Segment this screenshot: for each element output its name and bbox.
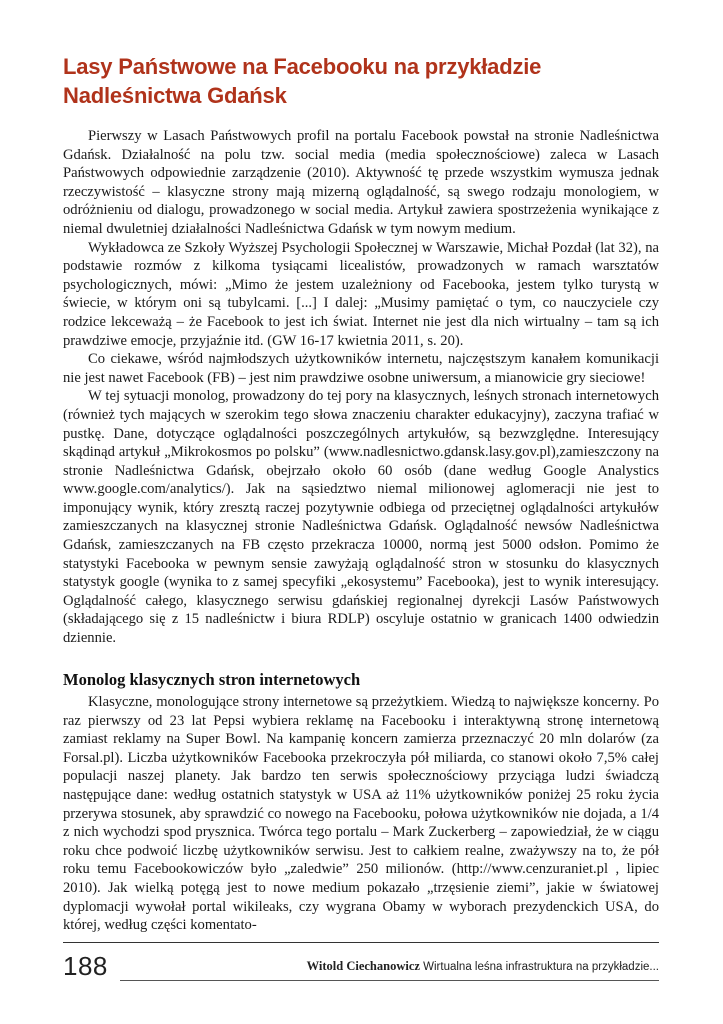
footer-book-title: Wirtualna leśna infrastruktura na przykładzie... (423, 961, 659, 973)
article-title-line-1: Lasy Państwowe na Facebooku na przykładzie (63, 54, 542, 79)
running-footer (307, 958, 659, 975)
paragraph: Co ciekawe, wśród najmłodszych użytkowników internetu, najczęstszym kanałem komunikacji nie jest nawet Facebook (FB) – jest nim prawdziwe osobne uniwersum, a mianowicie gry sieciowe! (63, 351, 659, 386)
paragraph: Pierwszy w Lasach Państwowych profil na portalu Facebook powstał na stronie Nadleśnictwa Gdańsk. Działalność na polu tzw. social media (media społecznościowe) zaleca w Lasach Państwowych odpowiednie zarządzenie (2010). Aktywność tę przede wszystkim wymusza jednak rzeczywistość – klasyczne strony mają mizerną oglądalność, są swego rodzaju monologiem, w odróżnieniu od dialogu, prowadzonego w social media. Artykuł zawiera spostrzeżenia wynikające z niemal dwuletniej działalności Nadleśnictwa Gdańsk w tym nowym medium. (63, 128, 659, 237)
footer-underline (120, 980, 659, 981)
article-title-line-2: Nadleśnictwa Gdańsk (63, 83, 287, 108)
section-2-heading: Monolog klasycznych stron internetowych (63, 670, 361, 689)
page-number: 188 (63, 951, 108, 981)
paragraph: Wykładowca ze Szkoły Wyższej Psychologii Społecznej w Warszawie, Michał Pozdał (lat 32), na podstawie rozmów z kilkoma tysiącami licealistów, prowadzonych w ramach warsztatów psychologicznych, mówi: „Mimo że jestem uzależniony od Facebooka, jestem tylko turystą w świecie, w którym oni są tubylcami. [...] I dalej: „Musimy pamiętać o tym, co nauczyciele czy rodzice lekceważą – że Facebook to jest ich świat. Internet nie jest dla nich wirtualny – tam są ich prawdziwe emocje, przyjaźnie itd. (GW 16-17 kwietnia 2011, s. 20). (63, 239, 659, 349)
section-1-body (63, 127, 659, 648)
footer-author: Witold Ciechanowicz (306, 959, 420, 973)
footer-divider (63, 942, 659, 943)
section-2-body (63, 693, 659, 935)
paragraph: Klasyczne, monologujące strony internetowe są przeżytkiem. Wiedzą to największe koncerny. Po raz pierwszy od 23 lat Pepsi wybiera reklamę na Facebooku i interaktywną stronę internetową zamiast reklamy na Super Bowl. Na kampanię koncern zamierza przeznaczyć 20 mln dolarów (za Forsal.pl). Liczba użytkowników Facebooka przekroczyła pół miliarda, co stanowi około 7,5% całej populacji naszej planety. Jak bardzo ten serwis społecznościowy przyciąga ludzi świadczą następujące dane: według ostatnich statystyk w USA aż 11% użytkowników poniżej 25 roku życia przerywa stosunek, aby sprawdzić co nowego na Facebooku, połowa użytkowników nie dojada, a 1/4 z nich wychodzi spod prysznica. Twórca tego portalu – Mark Zuckerberg – zapowiedział, że w ciągu roku chce podwoić liczbę użytkowników serwisu. Jest to całkiem realne, zważywszy na to, że pół roku temu Facebookowiczów było „zaledwie” 250 milionów. (http://www.cenzuraniet.pl , lipiec 2010). Jak wielką potęgą jest to nowe medium pokazało „trzęsienie ziemi”, jakie w światowej dyplomacji wywołał portal wikileaks, czy wygrana Obamy w wyborach prezydenckich USA, do której, według części komentato- (63, 694, 659, 934)
article-title (63, 52, 663, 110)
paragraph: W tej sytuacji monolog, prowadzony do tej pory na klasycznych, leśnych stronach internetowych (również tych mających w szerokim tego słowa znaczeniu charakter edukacyjny), zaczyna trafiać w pustkę. Dane, dotyczące oglądalności poszczególnych artykułów, są bezwzględne. Interesujący skądinąd artykuł „Mikrokosmos po polsku” (www.nadlesnictwo.gdansk.lasy.gov.pl),zamieszczony na stronie Nadleśnictwa Gdańsk, obejrzało około 60 osób (dane według Google Analystics www.google.com/analytics/). Jak na sąsiedztwo niemal milionowej aglomeracji nie jest to imponujący wynik, który zresztą raczej pozytywnie odbiega od przeciętnej oglądalności artykułów zamieszczanych na klasycznej stronie Nadleśnictwa Gdańsk. Oglądalność newsów Nadleśnictwa Gdańsk, zamieszczanych na FB często przekracza 10000, normą jest 5000 odsłon. Pomimo że statystyki Facebooka w pewnym sensie zawyżają oglądalność stron w stosunku do klasycznych statystyk google (wynika to z samej specyfiki „ekosystemu” Facebooka), jest to wynik interesujący. Oglądalność całego, klasycznego serwisu gdańskiej regionalnej dyrekcji Lasów Państwowych (składającego się z 15 nadleśnictw i biura RDLP) oscyluje ostatnio w granicach 1400 odwiedzin dziennie. (63, 388, 659, 647)
